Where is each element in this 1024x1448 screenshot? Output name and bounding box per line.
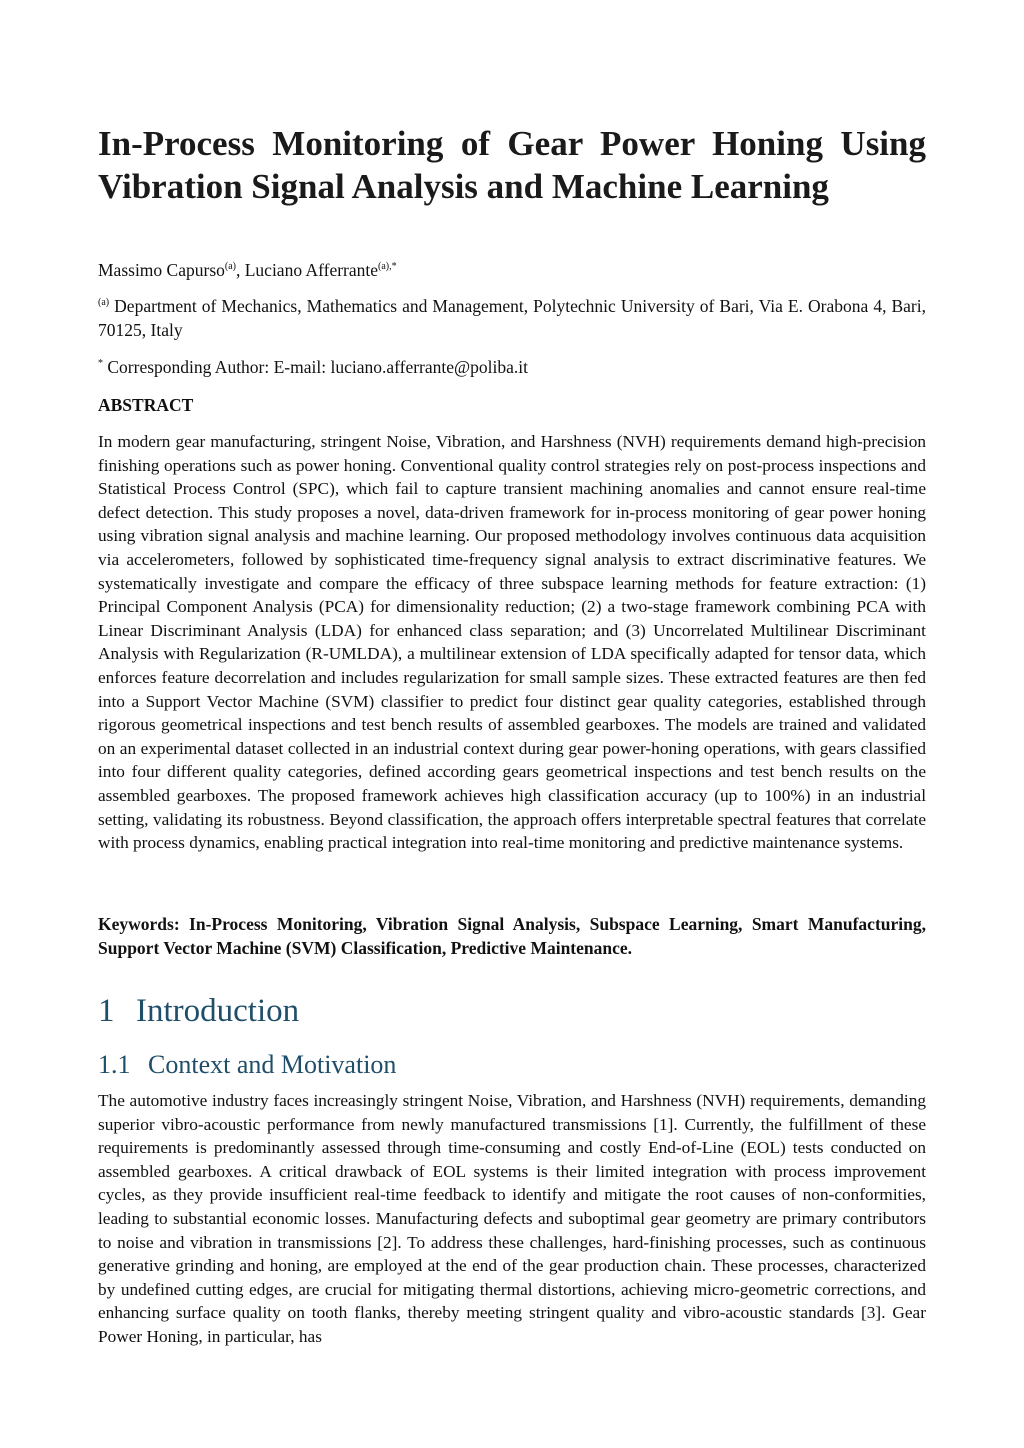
paper-title: In-Process Monitoring of Gear Power Honing Using Vibration Signal Analysis and Machine Learning — [98, 124, 926, 206]
affiliation-marker: (a) — [98, 297, 110, 308]
affiliation-marker: (a) — [224, 261, 236, 272]
affiliation — [98, 294, 926, 342]
section-number: 1 — [98, 993, 115, 1029]
subsection-title: Context and Motivation — [148, 1050, 397, 1079]
keywords: Keywords: In-Process Monitoring, Vibration Signal Analysis, Subspace Learning, Smart Manufacturing, Support Vector Machine (SVM) Classification, Predictive Maintenance. — [98, 914, 926, 958]
author-list — [98, 258, 397, 282]
section-heading — [98, 988, 299, 1034]
author-name: Luciano Afferrante — [244, 260, 379, 280]
affiliation-marker: (a),* — [378, 261, 397, 272]
author-separator: , — [235, 260, 245, 280]
corresponding-author — [98, 355, 528, 379]
subsection-heading — [98, 1046, 396, 1084]
intro-paragraph: The automotive industry faces increasingly stringent Noise, Vibration, and Harshness (NVH) requirements, demanding superior vibro-acoustic performance from newly manufactured transmissions [1]. Currently, the fulfillment of these requirements is predominantly assessed through time-consuming and costly End-of-Line (EOL) tests conducted on assembled gearboxes. A critical drawback of EOL systems is their limited integration with process improvement cycles, as they provide insufficient real-time feedback to identify and mitigate the root causes of non-conformities, leading to substantial economic losses. Manufacturing defects and suboptimal gear geometry are primary contributors to noise and vibration in transmissions [2]. To address these challenges, hard-finishing processes, such as continuous generative grinding and honing, are employed at the end of the gear production chain. These processes, characterized by undefined cutting edges, are crucial for mitigating thermal distortions, achieving micro-geometric corrections, and enhancing surface quality on tooth flanks, thereby meeting stringent quality and vibro-acoustic standards [3]. Gear Power Honing, in particular, has — [98, 1091, 926, 1346]
corresponding-text: Corresponding Author: E-mail: luciano.afferrante@poliba.it — [103, 357, 528, 377]
affiliation-text: Department of Mechanics, Mathematics and Management, Polytechnic University of Bari, Via E. Orabona 4, Bari, 70125, Italy — [98, 296, 926, 340]
section-title: Introduction — [136, 993, 300, 1029]
subsection-number: 1.1 — [98, 1050, 131, 1079]
author-name: Massimo Capurso — [98, 260, 225, 280]
corresponding-marker: * — [98, 358, 103, 369]
abstract-heading: ABSTRACT — [98, 395, 194, 415]
abstract-text: In modern gear manufacturing, stringent Noise, Vibration, and Harshness (NVH) requirements demand high-precision finishing operations such as power honing. Conventional quality control strategies rely on post-process inspections and Statistical Process Control (SPC), which fail to capture transient machining anomalies and cannot ensure real-time defect detection. This study proposes a novel, data-driven framework for in-process monitoring of gear power honing using vibration signal analysis and machine learning. Our proposed methodology involves continuous data acquisition via accelerometers, followed by sophisticated time-frequency signal analysis to extract discriminative features. We systematically investigate and compare the efficacy of three subspace learning methods for feature extraction: (1) Principal Component Analysis (PCA) for dimensionality reduction; (2) a two-stage framework combining PCA with Linear Discriminant Analysis (LDA) for enhanced class separation; and (3) Uncorrelated Multilinear Discriminant Analysis with Regularization (R-UMLDA), a multilinear extension of LDA specifically adapted for tensor data, which enforces feature decorrelation and includes regularization for small sample sizes. These extracted features are then fed into a Support Vector Machine (SVM) classifier to predict four distinct gear quality categories, established through rigorous geometrical inspections and test bench results of assembled gearboxes. The models are trained and validated on an experimental dataset collected in an industrial context during gear power-honing operations, with gears classified into four different quality categories, defined according gears geometrical inspections and test bench results on the assembled gearboxes. The proposed framework achieves high classification accuracy (up to 100%) in an industrial setting, validating its robustness. Beyond classification, the approach offers interpretable spectral features that correlate with process dynamics, enabling practical integration into real-time monitoring and predictive maintenance systems. — [98, 432, 926, 853]
